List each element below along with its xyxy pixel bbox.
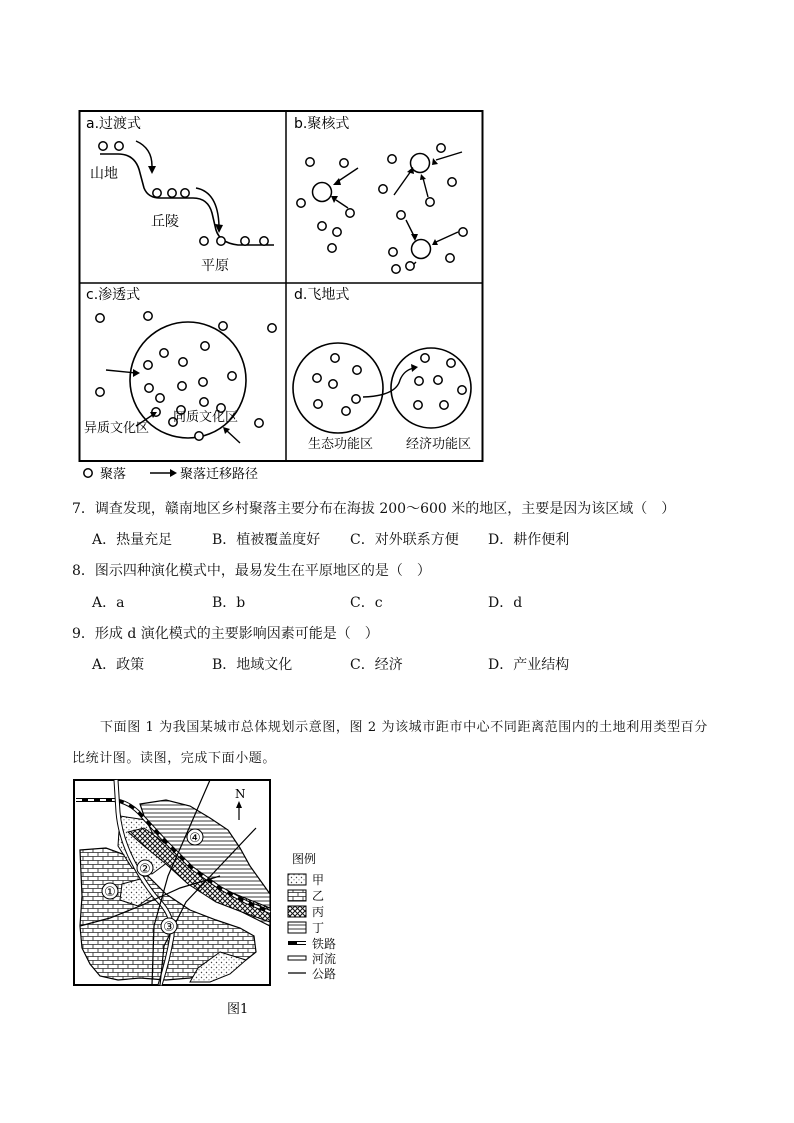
- zone-label-4: ④: [189, 831, 201, 846]
- intro-line-1: 下面图 1 为我国某城市总体规划示意图，图 2 为该城市距市中心不同距离范围内的土地利用类型百分: [100, 720, 708, 735]
- label-heterogeneous-zone: 异质文化区: [84, 421, 150, 436]
- legend-title: 图例: [292, 852, 317, 866]
- settlement-dot: [241, 237, 249, 245]
- question-7-option-c[interactable]: C．对外联系方便: [350, 532, 459, 548]
- legend-settlement-label: 聚落: [100, 467, 127, 482]
- question-9-stem: 9．形成 d 演化模式的主要影响因素可能是（ ）: [72, 626, 379, 642]
- north-label: N: [235, 787, 246, 801]
- question-8-option-b[interactable]: B．b: [212, 595, 246, 611]
- question-8-stem: 8．图示四种演化模式中，最易发生在平原地区的是（ ）: [72, 563, 431, 579]
- settlement-dot: [217, 237, 225, 245]
- question-9-option-c[interactable]: C．经济: [350, 657, 403, 673]
- evolution-modes-figure: [78, 108, 488, 482]
- question-7-option-d[interactable]: D．耕作便利: [488, 532, 570, 548]
- core-settlement: [313, 183, 332, 202]
- panel-a-title: a.过渡式: [86, 116, 142, 132]
- core-settlement: [412, 240, 431, 259]
- legend-path-label: 聚落迁移路径: [180, 467, 259, 482]
- settlement-dot: [260, 237, 268, 245]
- panel-d-enclave: [293, 286, 471, 452]
- migration-arrow: [196, 188, 219, 226]
- panel-b-nucleation: [294, 115, 467, 273]
- question-9-option-b[interactable]: B．地域文化: [212, 657, 293, 673]
- question-9-option-a[interactable]: A．政策: [92, 657, 145, 673]
- question-7-option-b[interactable]: B．植被覆盖度好: [212, 532, 321, 548]
- question-9-option-d[interactable]: D．产业结构: [488, 657, 570, 673]
- label-economic-zone: 经济功能区: [406, 437, 472, 452]
- legend-railway: 铁路: [312, 937, 337, 951]
- settlement-dot: [200, 237, 208, 245]
- question-7-option-a[interactable]: A．热量充足: [92, 532, 173, 548]
- settlement-dot: [181, 189, 189, 197]
- map-caption: 图1: [227, 1002, 249, 1017]
- panel-b-title: b.聚核式: [294, 116, 350, 132]
- settlement-dot: [153, 189, 161, 197]
- figure-legend: [84, 467, 258, 482]
- settlement-dot: [168, 189, 176, 197]
- question-8-option-d[interactable]: D．d: [488, 595, 523, 611]
- label-hills: 丘陵: [151, 214, 179, 230]
- label-mountain: 山地: [90, 166, 118, 182]
- panel-d-title: d.飞地式: [294, 287, 350, 303]
- panel-c-title: c.渗透式: [86, 287, 141, 303]
- intro-line-2: 比统计图。读图，完成下面小题。: [72, 751, 277, 766]
- legend-ding: 丁: [312, 921, 325, 935]
- legend-river: 河流: [312, 952, 337, 966]
- question-8-option-c[interactable]: C．c: [350, 595, 383, 611]
- settlement-dot: [99, 142, 107, 150]
- legend-road: 公路: [312, 967, 337, 981]
- city-planning-map: [70, 776, 360, 1026]
- zone-label-2: ②: [139, 862, 151, 877]
- legend-jia: 甲: [312, 873, 325, 887]
- question-7-stem: 7．调查发现，赣南地区乡村聚落主要分布在海拔 200～600 米的地区，主要是因为该区域（ ）: [72, 501, 676, 517]
- legend-yi: 乙: [312, 889, 325, 903]
- zone-label-3: ③: [163, 920, 175, 935]
- panel-a-transition: [86, 115, 274, 274]
- migration-arrow: [136, 141, 152, 166]
- zone-label-1: ①: [104, 885, 116, 900]
- label-homogeneous-zone: 同质文化区: [173, 410, 239, 425]
- label-ecological-zone: 生态功能区: [308, 437, 374, 452]
- panel-c-penetration: [84, 287, 276, 443]
- label-plain: 平原: [201, 258, 229, 274]
- legend-bing: 丙: [312, 905, 325, 919]
- settlement-dot: [115, 142, 123, 150]
- map-legend: [288, 851, 336, 981]
- question-8-option-a[interactable]: A．a: [92, 595, 125, 611]
